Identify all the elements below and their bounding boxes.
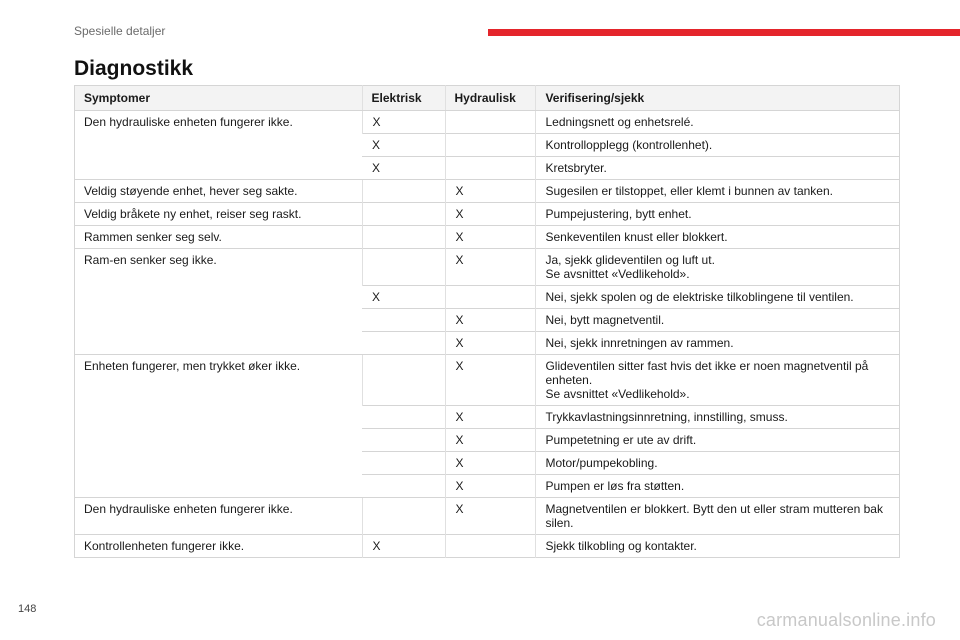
- hydraulic-cell: X: [445, 429, 536, 452]
- electric-cell: [362, 226, 445, 249]
- symptom-cell: Enheten fungerer, men trykket øker ikke.: [75, 355, 363, 498]
- electric-cell: [362, 355, 445, 406]
- hydraulic-cell: X: [445, 249, 536, 286]
- verification-cell: [536, 249, 900, 286]
- hydraulic-cell: X: [445, 452, 536, 475]
- hydraulic-cell: [445, 134, 536, 157]
- electric-cell: [362, 498, 445, 535]
- hydraulic-cell: [445, 157, 536, 180]
- verification-note: Se avsnittet «Vedlikehold».: [545, 387, 690, 401]
- table-row: [75, 111, 900, 134]
- verification-cell: [536, 429, 900, 452]
- hydraulic-cell: X: [445, 498, 536, 535]
- electric-cell: [362, 309, 445, 332]
- symptom-cell: Veldig bråkete ny enhet, reiser seg raskt.: [75, 203, 363, 226]
- hydraulic-cell: X: [445, 475, 536, 498]
- hydraulic-cell: [445, 286, 536, 309]
- symptom-cell: Kontrollenheten fungerer ikke.: [75, 535, 363, 558]
- verification-text: Sjekk tilkobling og kontakter.: [545, 539, 697, 553]
- page-title: Diagnostikk: [74, 57, 194, 80]
- verification-text: Motor/pumpekobling.: [545, 456, 658, 470]
- verification-text: Nei, bytt magnetventil.: [545, 313, 665, 327]
- electric-cell: [362, 406, 445, 429]
- verification-text: Nei, sjekk spolen og de elektriske tilkoblingene til ventilen.: [545, 290, 854, 304]
- verification-cell: [536, 157, 900, 180]
- electric-cell: [362, 452, 445, 475]
- hydraulic-cell: X: [445, 180, 536, 203]
- verification-cell: [536, 180, 900, 203]
- electric-cell: [362, 249, 445, 286]
- diagnostics-table: [74, 85, 900, 558]
- symptom-cell: Den hydrauliske enheten fungerer ikke.: [75, 498, 363, 535]
- verification-cell: [536, 535, 900, 558]
- hydraulic-cell: X: [445, 203, 536, 226]
- table-row: [75, 203, 900, 226]
- verification-text: Pumpejustering, bytt enhet.: [545, 207, 692, 221]
- verification-cell: [536, 355, 900, 406]
- hydraulic-cell: [445, 535, 536, 558]
- verification-text: Glideventilen sitter fast hvis det ikke er noen magnetventil på enheten.: [545, 359, 869, 387]
- electric-cell: X: [362, 157, 445, 180]
- verification-text: Magnetventilen er blokkert. Bytt den ut eller stram mutteren bak silen.: [545, 502, 883, 530]
- column-header-hydraulic: Hydraulisk: [445, 86, 536, 111]
- verification-cell: [536, 203, 900, 226]
- watermark: carmanualsonline.info: [756, 610, 936, 630]
- column-header-verification: Verifisering/sjekk: [536, 86, 900, 111]
- verification-cell: [536, 134, 900, 157]
- hydraulic-cell: [445, 111, 536, 134]
- column-header-symptoms: Symptomer: [75, 86, 363, 111]
- symptom-cell: Den hydrauliske enheten fungerer ikke.: [75, 111, 363, 180]
- column-header-electric: Elektrisk: [362, 86, 445, 111]
- symptom-cell: Ram-en senker seg ikke.: [75, 249, 363, 355]
- header-accent-bar: [488, 29, 960, 36]
- verification-cell: [536, 406, 900, 429]
- verification-text: Ledningsnett og enhetsrelé.: [545, 115, 694, 129]
- symptom-cell: Rammen senker seg selv.: [75, 226, 363, 249]
- verification-text: Ja, sjekk glideventilen og luft ut.: [545, 253, 715, 267]
- page-number: 148: [18, 603, 37, 615]
- hydraulic-cell: X: [445, 355, 536, 406]
- verification-text: Pumpen er løs fra støtten.: [545, 479, 685, 493]
- electric-cell: X: [362, 134, 445, 157]
- table-header: [75, 86, 900, 111]
- hydraulic-cell: X: [445, 309, 536, 332]
- verification-cell: [536, 475, 900, 498]
- electric-cell: [362, 332, 445, 355]
- verification-text: Senkeventilen knust eller blokkert.: [545, 230, 728, 244]
- table-row: [75, 355, 900, 406]
- hydraulic-cell: X: [445, 406, 536, 429]
- verification-note: Se avsnittet «Vedlikehold».: [545, 267, 690, 281]
- verification-cell: [536, 309, 900, 332]
- section-title: Spesielle detaljer: [74, 24, 166, 38]
- table-row: [75, 249, 900, 286]
- electric-cell: X: [362, 535, 445, 558]
- hydraulic-cell: X: [445, 226, 536, 249]
- verification-cell: [536, 498, 900, 535]
- symptom-cell: Veldig støyende enhet, hever seg sakte.: [75, 180, 363, 203]
- verification-cell: [536, 111, 900, 134]
- table-row: [75, 498, 900, 535]
- verification-text: Nei, sjekk innretningen av rammen.: [545, 336, 734, 350]
- table-row: [75, 535, 900, 558]
- table-row: [75, 226, 900, 249]
- electric-cell: X: [362, 286, 445, 309]
- verification-text: Kontrollopplegg (kontrollenhet).: [545, 138, 713, 152]
- verification-cell: [536, 226, 900, 249]
- electric-cell: [362, 475, 445, 498]
- electric-cell: [362, 203, 445, 226]
- verification-cell: [536, 286, 900, 309]
- electric-cell: [362, 429, 445, 452]
- verification-text: Trykkavlastningsinnretning, innstilling, smuss.: [545, 410, 788, 424]
- verification-text: Sugesilen er tilstoppet, eller klemt i bunnen av tanken.: [545, 184, 833, 198]
- hydraulic-cell: X: [445, 332, 536, 355]
- table-body: [75, 111, 900, 558]
- verification-text: Pumpetetning er ute av drift.: [545, 433, 697, 447]
- electric-cell: X: [362, 111, 445, 134]
- electric-cell: [362, 180, 445, 203]
- verification-text: Kretsbryter.: [545, 161, 607, 175]
- verification-cell: [536, 332, 900, 355]
- table-row: [75, 180, 900, 203]
- verification-cell: [536, 452, 900, 475]
